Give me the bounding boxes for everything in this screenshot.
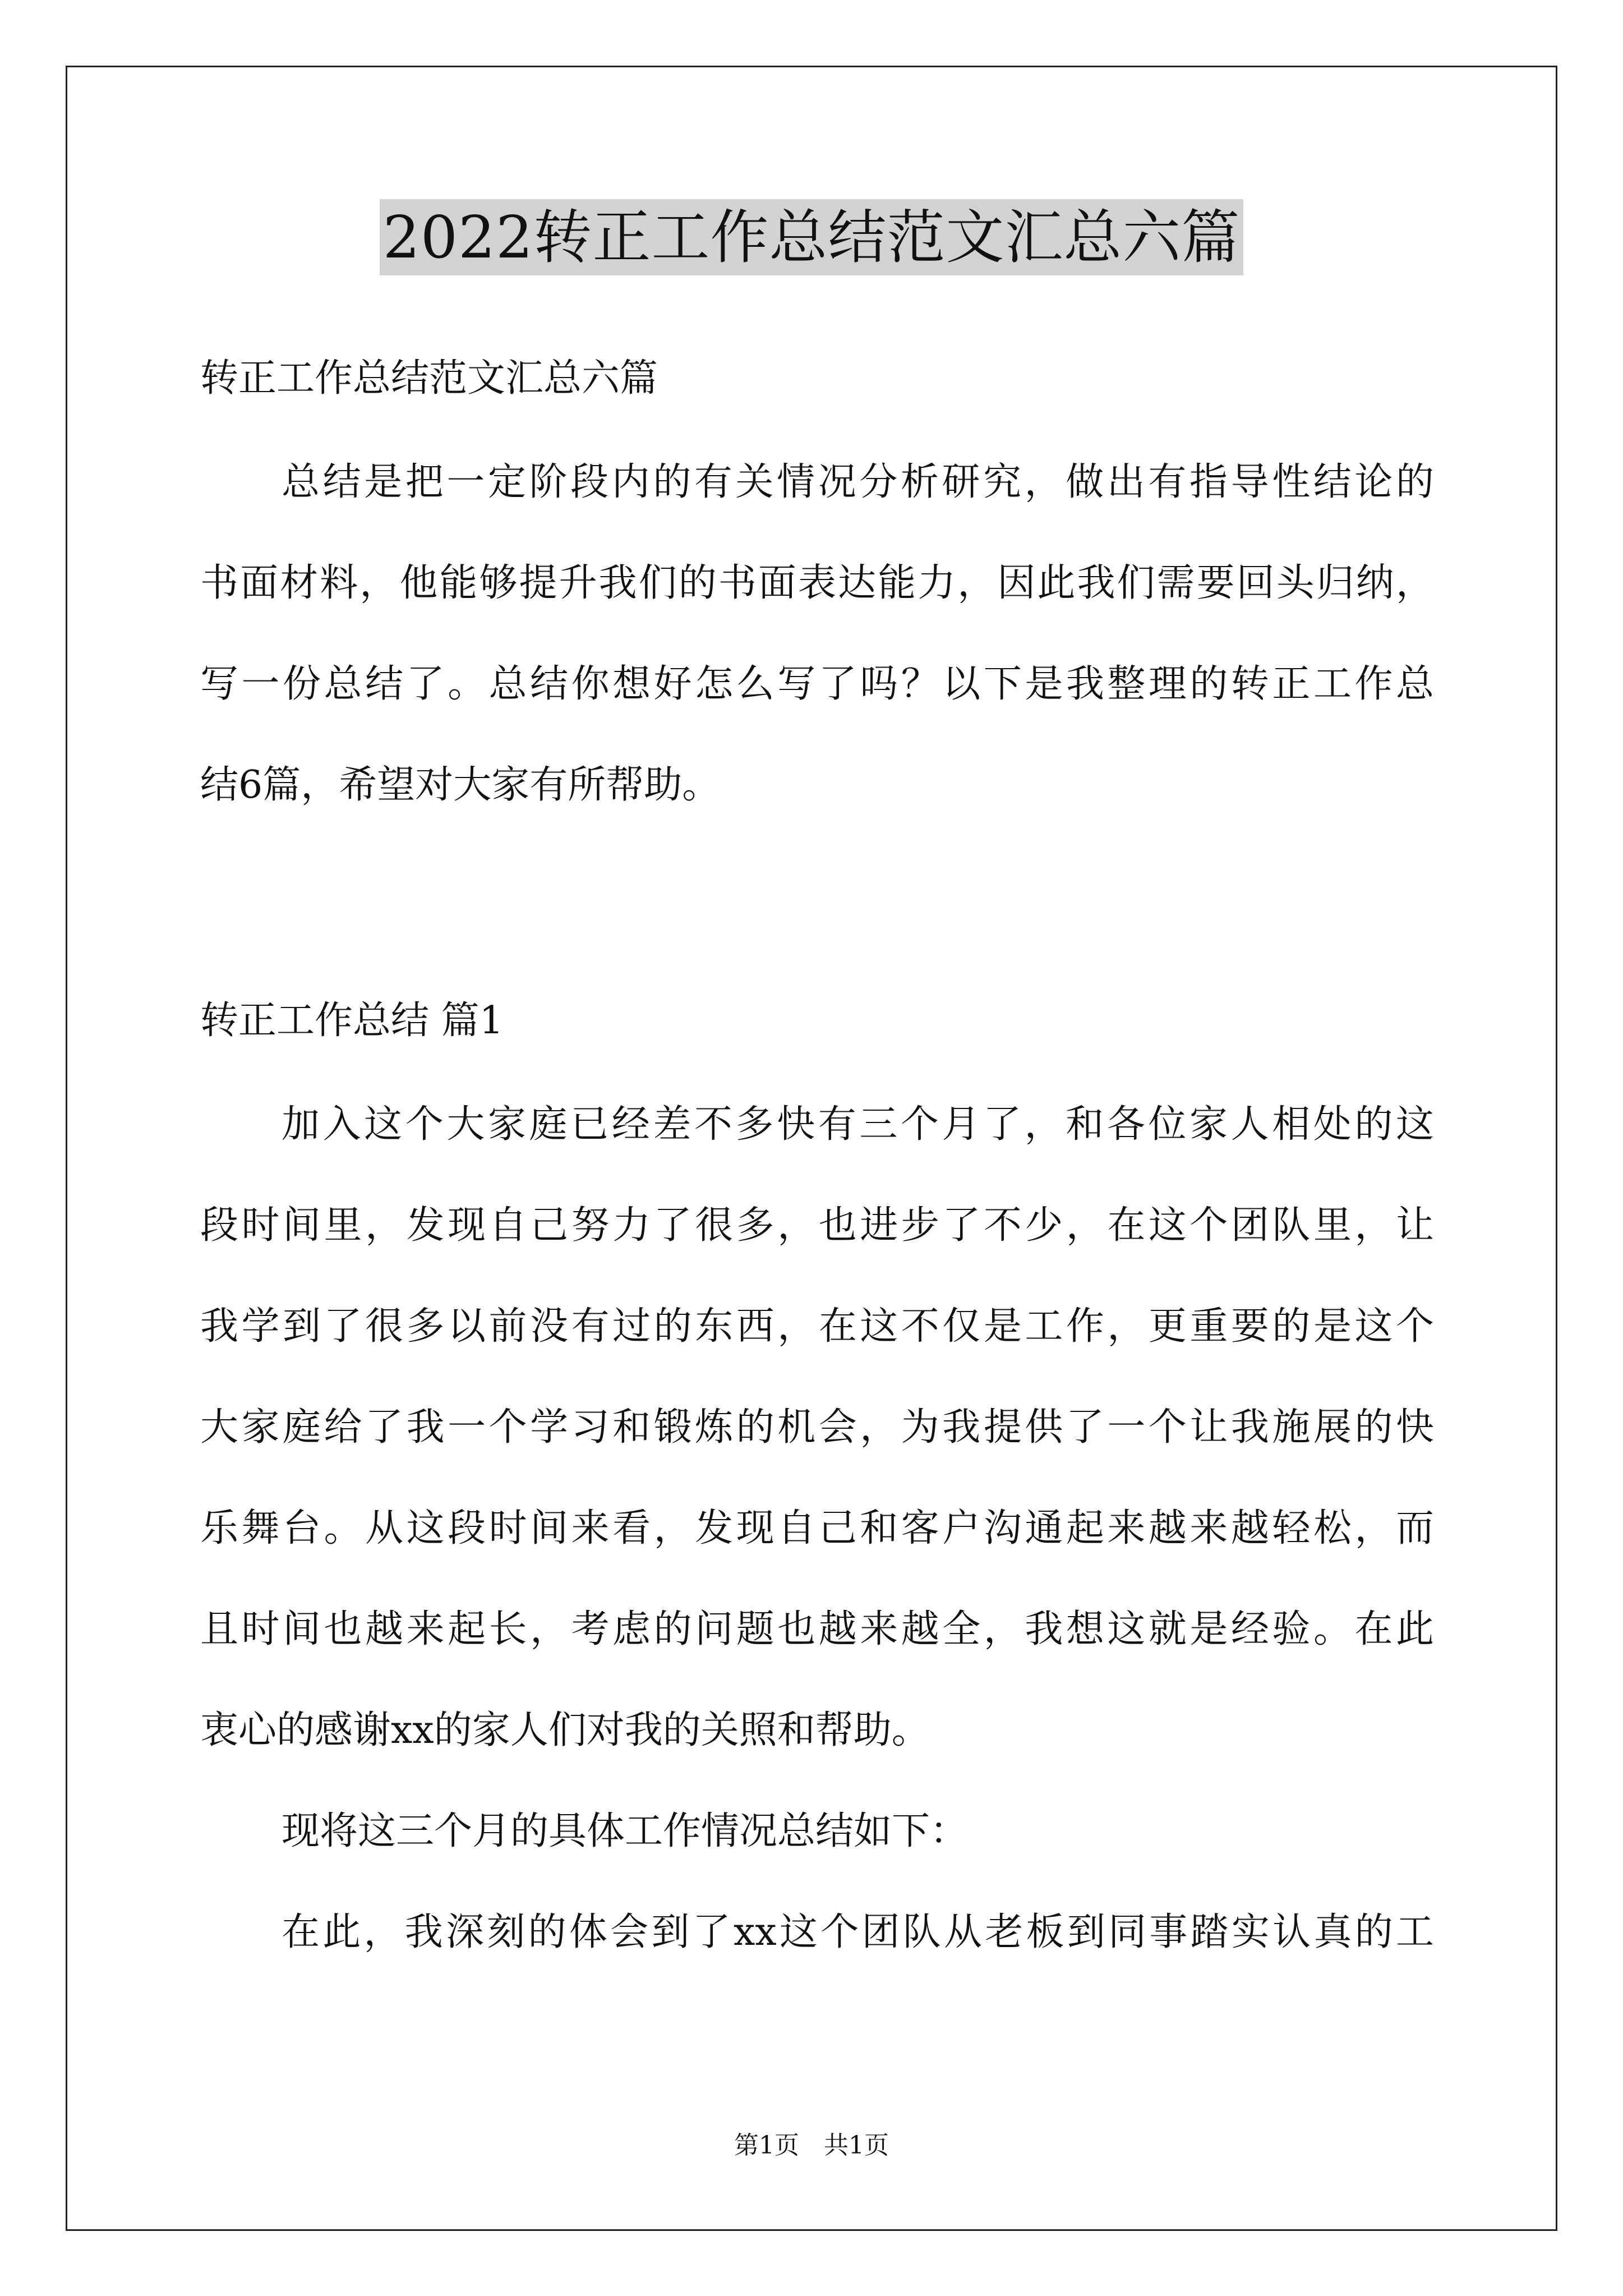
section-1-para-1-line-5: 乐舞台。从这段时间来看，发现自己和客户沟通起来越来越轻松，而 [200,1506,1434,1550]
page-footer: 第1页 共1页 [734,2131,889,2160]
intro-line-4: 结6篇，希望对大家有所帮助。 [200,763,721,807]
intro-line-3: 写一份总结了。总结你想好怎么写了吗？以下是我整理的转正工作总 [200,662,1434,706]
section-1-para-1-line-6: 且时间也越来起长，考虑的问题也越来越全，我想这就是经验。在此 [200,1607,1434,1651]
title-container [0,199,1623,275]
subtitle: 转正工作总结范文汇总六篇 [200,356,658,401]
section-1-para-3-line-1: 在此，我深刻的体会到了xx这个团队从老板到同事踏实认真的工 [282,1910,1434,1954]
section-1-heading: 转正工作总结 篇1 [200,999,504,1043]
intro-line-1: 总结是把一定阶段内的有关情况分析研究，做出有指导性结论的 [282,460,1434,504]
section-1-para-1-line-7: 衷心的感谢xx的家人们对我的关照和帮助。 [200,1708,930,1752]
section-1-para-1-line-3: 我学到了很多以前没有过的东西，在这不仅是工作，更重要的是这个 [200,1304,1434,1349]
section-1-para-1-line-1: 加入这个大家庭已经差不多快有三个月了，和各位家人相处的这 [282,1102,1434,1147]
section-1-para-1-line-2: 段时间里，发现自己努力了很多，也进步了不少，在这个团队里，让 [200,1203,1434,1248]
section-1-para-1-line-4: 大家庭给了我一个学习和锻炼的机会，为我提供了一个让我施展的快 [200,1405,1434,1450]
document-title: 2022转正工作总结范文汇总六篇 [380,199,1244,275]
section-1-para-2: 现将这三个月的具体工作情况总结如下： [282,1809,969,1853]
intro-line-2: 书面材料，他能够提升我们的书面表达能力，因此我们需要回头归纳， [200,561,1434,605]
